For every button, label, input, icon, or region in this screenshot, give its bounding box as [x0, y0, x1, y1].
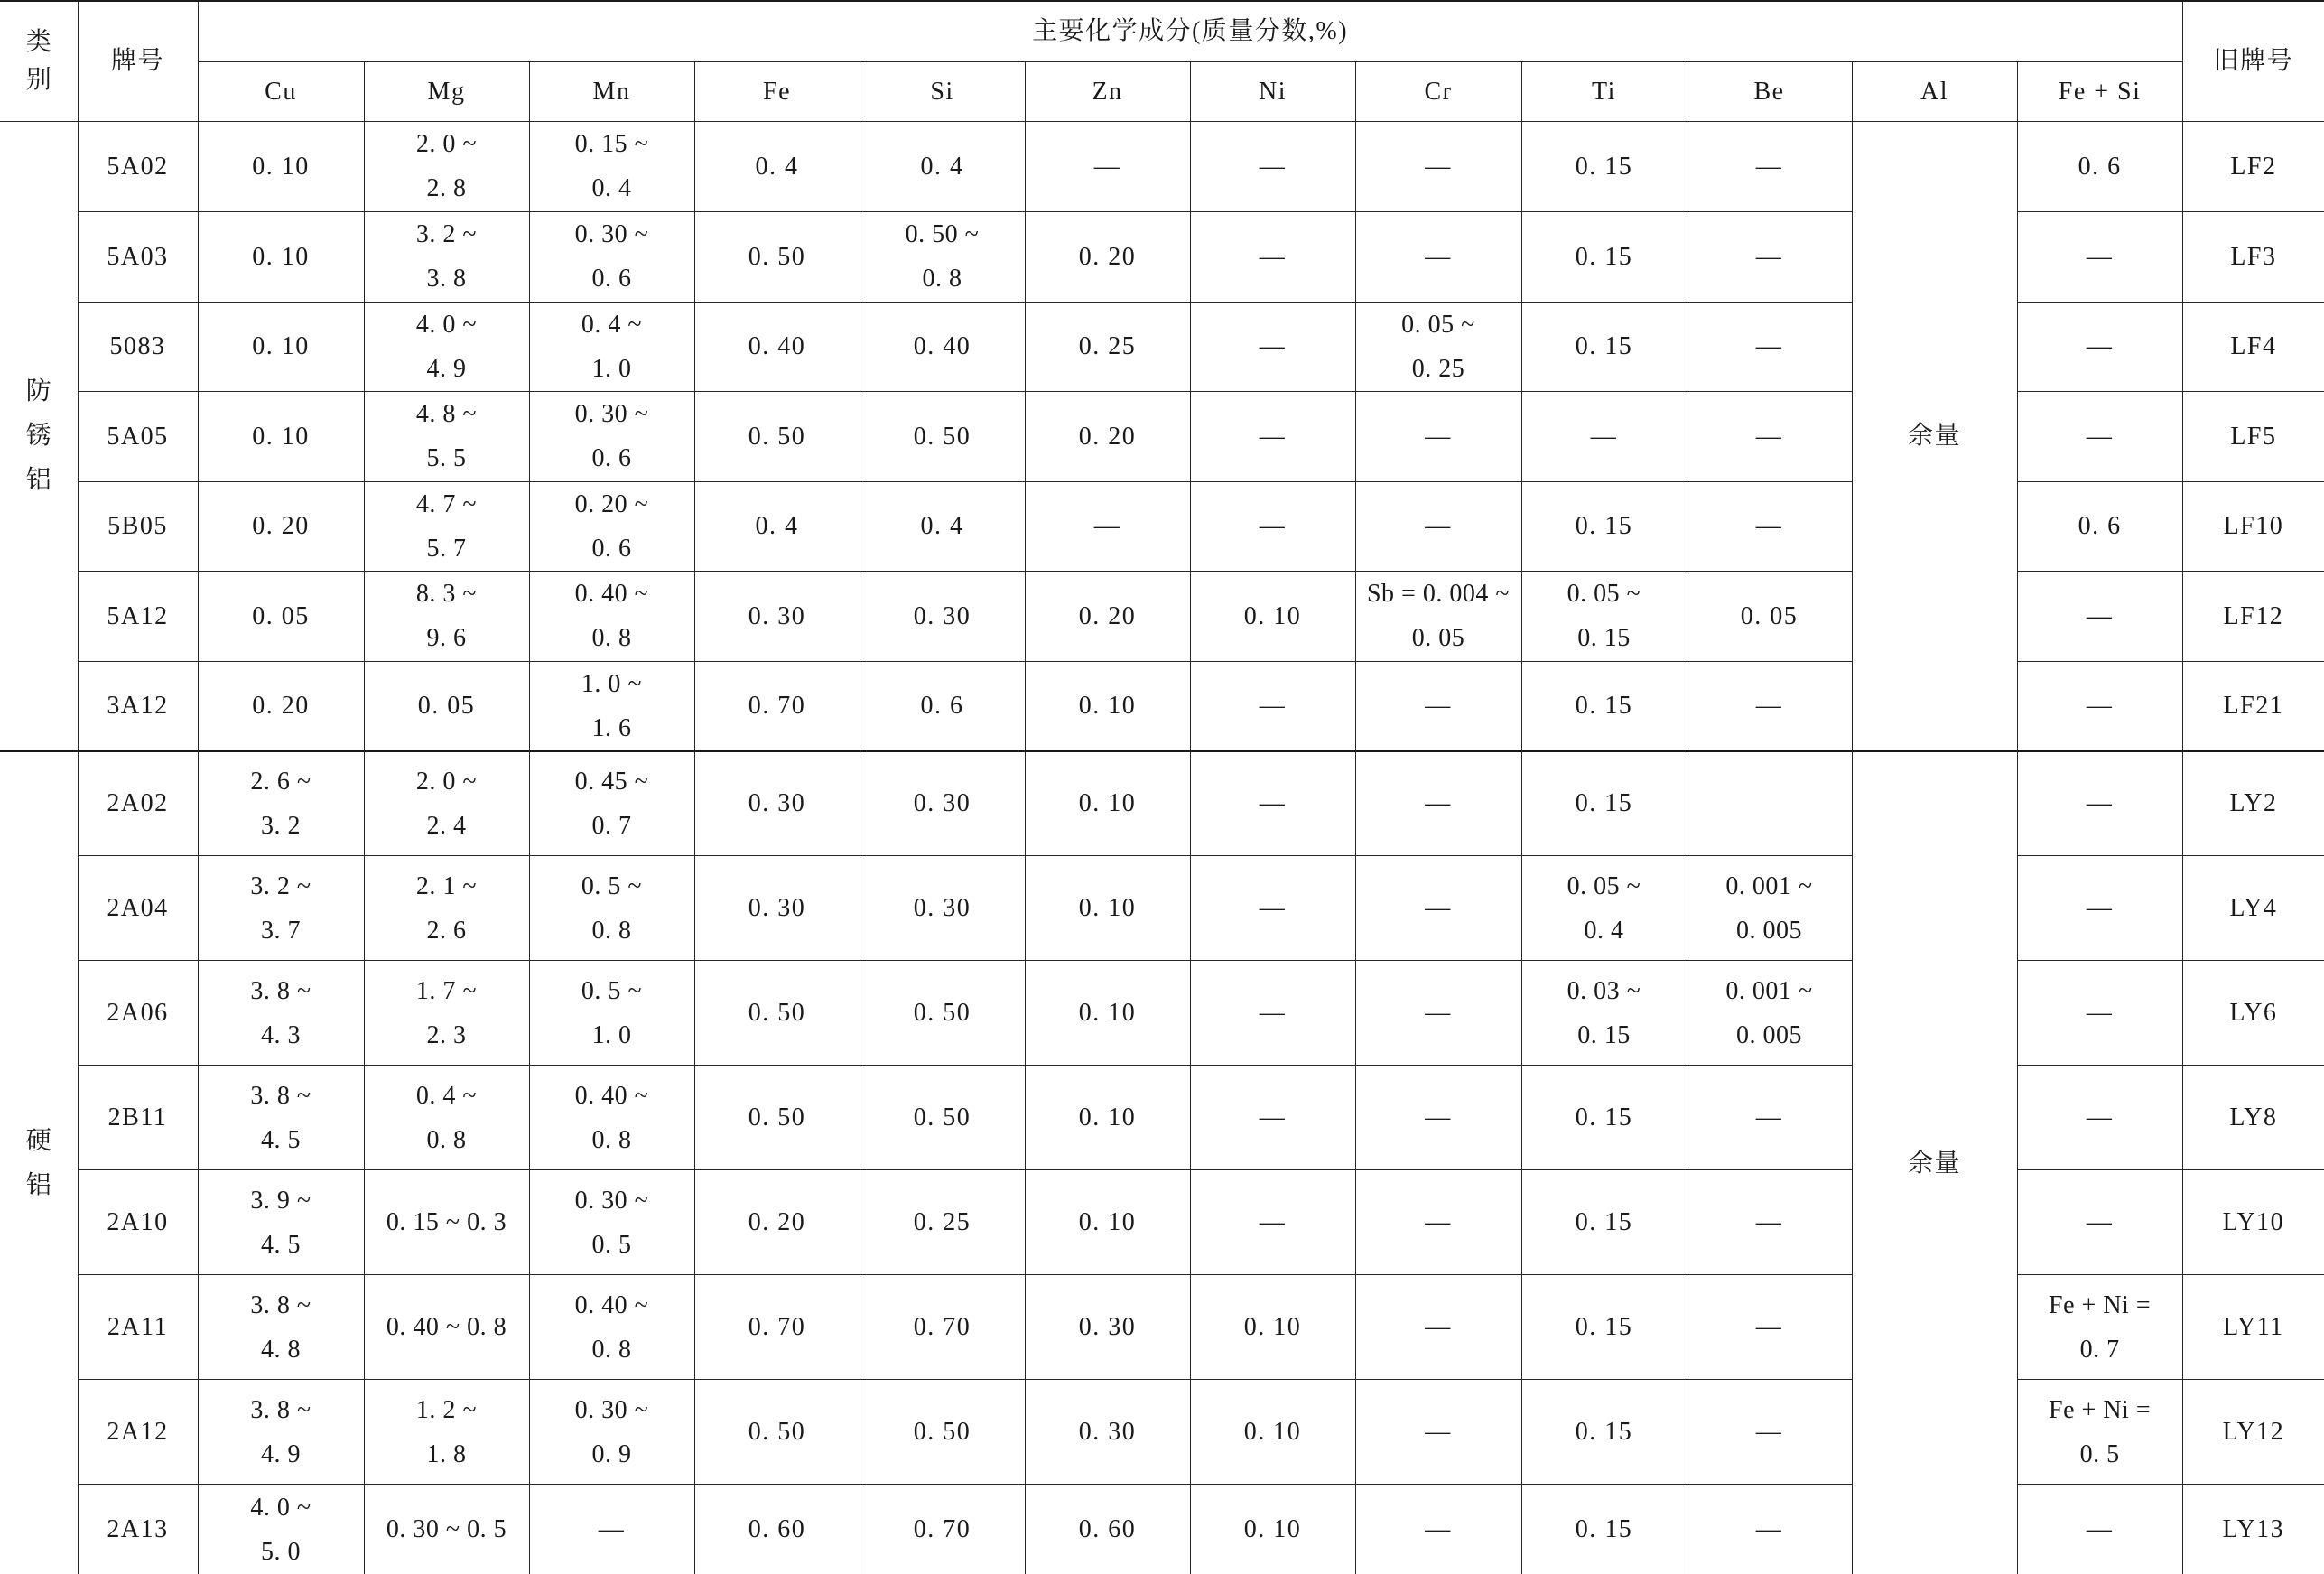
cell-fe-si: — [2017, 571, 2182, 661]
cell-fe-si: 0. 6 [2017, 121, 2182, 211]
cell-mn: 0. 15 ~ 0. 4 [529, 121, 694, 211]
cell-mg: 0. 40 ~ 0. 8 [364, 1275, 529, 1380]
cell-si: 0. 40 [860, 302, 1025, 391]
cell-mg: 8. 3 ~ 9. 6 [364, 571, 529, 661]
cell-fe: 0. 70 [694, 661, 860, 751]
cell-ti: 0. 15 [1521, 1380, 1687, 1485]
cell-fe: 0. 50 [694, 1380, 860, 1485]
cell-old-grade: LY2 [2182, 751, 2324, 856]
cell-be: — [1687, 1066, 1852, 1170]
cell-fe: 0. 40 [694, 302, 860, 391]
cell-grade: 3A12 [78, 661, 198, 751]
cell-be: 0. 05 [1687, 571, 1852, 661]
header-element-zn: Zn [1025, 61, 1190, 121]
cell-fe-si: — [2017, 1485, 2182, 1574]
cell-zn: — [1025, 481, 1190, 571]
cell-cr: — [1355, 1275, 1521, 1380]
cell-fe: 0. 50 [694, 211, 860, 302]
cell-fe: 0. 20 [694, 1170, 860, 1275]
cell-ti: 0. 03 ~ 0. 15 [1521, 961, 1687, 1066]
cell-fe-si: Fe + Ni = 0. 7 [2017, 1275, 2182, 1380]
cell-mn: 0. 45 ~ 0. 7 [529, 751, 694, 856]
cell-cr: — [1355, 211, 1521, 302]
cell-ni: — [1190, 302, 1355, 391]
cell-cu: 0. 20 [198, 481, 364, 571]
cell-ni: — [1190, 661, 1355, 751]
cell-fe-si: — [2017, 302, 2182, 391]
cell-zn: 0. 25 [1025, 302, 1190, 391]
cell-fe-si: Fe + Ni = 0. 5 [2017, 1380, 2182, 1485]
cell-grade: 5A03 [78, 211, 198, 302]
cell-si: 0. 50 [860, 961, 1025, 1066]
cell-ni: — [1190, 211, 1355, 302]
cell-fe-si: — [2017, 1170, 2182, 1275]
cell-fe-si: — [2017, 661, 2182, 751]
header-element-mg: Mg [364, 61, 529, 121]
cell-old-grade: LF4 [2182, 302, 2324, 391]
cell-si: 0. 30 [860, 571, 1025, 661]
cell-grade: 2A10 [78, 1170, 198, 1275]
cell-old-grade: LY10 [2182, 1170, 2324, 1275]
cell-mn: 0. 30 ~ 0. 9 [529, 1380, 694, 1485]
cell-grade: 2A12 [78, 1380, 198, 1485]
cell-ni: 0. 10 [1190, 571, 1355, 661]
cell-old-grade: LF21 [2182, 661, 2324, 751]
al-balance-cell: 余量 [1852, 751, 2017, 1574]
cell-zn: 0. 10 [1025, 661, 1190, 751]
cell-fe: 0. 30 [694, 856, 860, 961]
cell-cu: 0. 10 [198, 391, 364, 481]
cell-mn: 0. 40 ~ 0. 8 [529, 1066, 694, 1170]
cell-mn: 0. 40 ~ 0. 8 [529, 1275, 694, 1380]
cell-zn: 0. 20 [1025, 571, 1190, 661]
cell-old-grade: LY12 [2182, 1380, 2324, 1485]
cell-mn: 1. 0 ~ 1. 6 [529, 661, 694, 751]
cell-cu: 2. 6 ~ 3. 2 [198, 751, 364, 856]
cell-mn: 0. 30 ~ 0. 5 [529, 1170, 694, 1275]
cell-ni: — [1190, 751, 1355, 856]
header-element-mn: Mn [529, 61, 694, 121]
cell-be: — [1687, 1380, 1852, 1485]
cell-fe-si: — [2017, 961, 2182, 1066]
cell-cu: 3. 8 ~ 4. 9 [198, 1380, 364, 1485]
cell-mn: 0. 5 ~ 1. 0 [529, 961, 694, 1066]
cell-fe: 0. 50 [694, 391, 860, 481]
cell-ti: 0. 15 [1521, 1275, 1687, 1380]
cell-mg: 1. 2 ~ 1. 8 [364, 1380, 529, 1485]
cell-zn: 0. 20 [1025, 391, 1190, 481]
cell-old-grade: LY4 [2182, 856, 2324, 961]
header-element-fe: Fe [694, 61, 860, 121]
cell-be: — [1687, 302, 1852, 391]
cell-cr: — [1355, 961, 1521, 1066]
cell-grade: 5B05 [78, 481, 198, 571]
cell-mg: 1. 7 ~ 2. 3 [364, 961, 529, 1066]
cell-ni: 0. 10 [1190, 1485, 1355, 1574]
cell-be: — [1687, 121, 1852, 211]
cell-si: 0. 50 [860, 391, 1025, 481]
header-element-cr: Cr [1355, 61, 1521, 121]
cell-cu: 3. 2 ~ 3. 7 [198, 856, 364, 961]
cell-mg: 4. 8 ~ 5. 5 [364, 391, 529, 481]
cell-old-grade: LF3 [2182, 211, 2324, 302]
cell-si: 0. 25 [860, 1170, 1025, 1275]
cell-grade: 5A12 [78, 571, 198, 661]
cell-cu: 0. 10 [198, 302, 364, 391]
cell-grade: 2A11 [78, 1275, 198, 1380]
category-cell: 防 锈 铝 [0, 121, 78, 751]
cell-fe-si: — [2017, 211, 2182, 302]
cell-ti: 0. 15 [1521, 661, 1687, 751]
cell-si: 0. 50 [860, 1066, 1025, 1170]
header-element-cu: Cu [198, 61, 364, 121]
cell-cr: — [1355, 856, 1521, 961]
cell-mg: 0. 05 [364, 661, 529, 751]
cell-cu: 3. 8 ~ 4. 3 [198, 961, 364, 1066]
cell-ni: 0. 10 [1190, 1380, 1355, 1485]
cell-ni: — [1190, 1170, 1355, 1275]
cell-old-grade: LY11 [2182, 1275, 2324, 1380]
header-row [0, 1, 2324, 61]
cell-zn: 0. 60 [1025, 1485, 1190, 1574]
cell-zn: 0. 30 [1025, 1275, 1190, 1380]
cell-cu: 3. 8 ~ 4. 5 [198, 1066, 364, 1170]
cell-cr: — [1355, 481, 1521, 571]
cell-mn: — [529, 1485, 694, 1574]
cell-ti: 0. 05 ~ 0. 15 [1521, 571, 1687, 661]
cell-ti: 0. 15 [1521, 211, 1687, 302]
cell-mg: 0. 15 ~ 0. 3 [364, 1170, 529, 1275]
cell-cr: — [1355, 751, 1521, 856]
cell-mn: 0. 30 ~ 0. 6 [529, 391, 694, 481]
cell-fe: 0. 4 [694, 121, 860, 211]
cell-old-grade: LY8 [2182, 1066, 2324, 1170]
cell-si: 0. 30 [860, 856, 1025, 961]
cell-grade: 2A02 [78, 751, 198, 856]
header-old-grade: 旧牌号 [2182, 1, 2324, 121]
cell-ti: 0. 15 [1521, 1170, 1687, 1275]
cell-old-grade: LY6 [2182, 961, 2324, 1066]
header-element-si: Si [860, 61, 1025, 121]
cell-cr: — [1355, 661, 1521, 751]
cell-cr: — [1355, 1066, 1521, 1170]
cell-grade: 5083 [78, 302, 198, 391]
cell-cr: Sb = 0. 004 ~ 0. 05 [1355, 571, 1521, 661]
cell-zn: 0. 10 [1025, 1066, 1190, 1170]
cell-zn: 0. 10 [1025, 961, 1190, 1066]
cell-fe: 0. 70 [694, 1275, 860, 1380]
cell-old-grade: LF12 [2182, 571, 2324, 661]
cell-fe-si: — [2017, 856, 2182, 961]
cell-old-grade: LF5 [2182, 391, 2324, 481]
cell-fe: 0. 50 [694, 961, 860, 1066]
cell-cu: 0. 20 [198, 661, 364, 751]
cell-be: — [1687, 661, 1852, 751]
cell-cr: — [1355, 1380, 1521, 1485]
cell-si: 0. 4 [860, 121, 1025, 211]
header-element-be: Be [1687, 61, 1852, 121]
cell-ti: 0. 15 [1521, 302, 1687, 391]
cell-si: 0. 4 [860, 481, 1025, 571]
cell-fe-si: — [2017, 1066, 2182, 1170]
cell-be: — [1687, 391, 1852, 481]
cell-be: — [1687, 1275, 1852, 1380]
cell-old-grade: LF2 [2182, 121, 2324, 211]
cell-grade: 2A04 [78, 856, 198, 961]
cell-cr: 0. 05 ~ 0. 25 [1355, 302, 1521, 391]
cell-cu: 4. 0 ~ 5. 0 [198, 1485, 364, 1574]
cell-zn: — [1025, 121, 1190, 211]
cell-mn: 0. 30 ~ 0. 6 [529, 211, 694, 302]
cell-si: 0. 50 [860, 1380, 1025, 1485]
cell-mg: 0. 4 ~ 0. 8 [364, 1066, 529, 1170]
cell-mg: 4. 7 ~ 5. 7 [364, 481, 529, 571]
cell-si: 0. 30 [860, 751, 1025, 856]
cell-cu: 3. 8 ~ 4. 8 [198, 1275, 364, 1380]
cell-zn: 0. 10 [1025, 1170, 1190, 1275]
header-element-ti: Ti [1521, 61, 1687, 121]
cell-mg: 4. 0 ~ 4. 9 [364, 302, 529, 391]
cell-mn: 0. 40 ~ 0. 8 [529, 571, 694, 661]
cell-mn: 0. 20 ~ 0. 6 [529, 481, 694, 571]
cell-old-grade: LF10 [2182, 481, 2324, 571]
cell-mn: 0. 5 ~ 0. 8 [529, 856, 694, 961]
table-row [0, 751, 2324, 856]
cell-fe: 0. 30 [694, 571, 860, 661]
cell-ti: 0. 05 ~ 0. 4 [1521, 856, 1687, 961]
cell-mg: 0. 30 ~ 0. 5 [364, 1485, 529, 1574]
cell-si: 0. 70 [860, 1275, 1025, 1380]
cell-ti: 0. 15 [1521, 751, 1687, 856]
header-element-al: Al [1852, 61, 2017, 121]
cell-zn: 0. 30 [1025, 1380, 1190, 1485]
cell-be: — [1687, 481, 1852, 571]
cell-old-grade: LY13 [2182, 1485, 2324, 1574]
cell-mg: 3. 2 ~ 3. 8 [364, 211, 529, 302]
cell-ti: 0. 15 [1521, 121, 1687, 211]
cell-ni: — [1190, 391, 1355, 481]
cell-cu: 0. 10 [198, 121, 364, 211]
cell-cu: 0. 05 [198, 571, 364, 661]
header-row [0, 61, 2324, 121]
cell-be: — [1687, 211, 1852, 302]
al-balance-cell: 余量 [1852, 121, 2017, 751]
cell-ni: — [1190, 1066, 1355, 1170]
cell-fe: 0. 4 [694, 481, 860, 571]
cell-mg: 2. 1 ~ 2. 6 [364, 856, 529, 961]
cell-mg: 2. 0 ~ 2. 4 [364, 751, 529, 856]
cell-cr: — [1355, 1170, 1521, 1275]
cell-cr: — [1355, 121, 1521, 211]
cell-ni: 0. 10 [1190, 1275, 1355, 1380]
cell-fe: 0. 50 [694, 1066, 860, 1170]
cell-be [1687, 751, 1852, 856]
cell-fe-si: — [2017, 751, 2182, 856]
cell-si: 0. 50 ~ 0. 8 [860, 211, 1025, 302]
cell-zn: 0. 20 [1025, 211, 1190, 302]
cell-ti: 0. 15 [1521, 1485, 1687, 1574]
header-element-ni: Ni [1190, 61, 1355, 121]
cell-be: 0. 001 ~ 0. 005 [1687, 961, 1852, 1066]
cell-ti: — [1521, 391, 1687, 481]
cell-mg: 2. 0 ~ 2. 8 [364, 121, 529, 211]
cell-be: — [1687, 1170, 1852, 1275]
cell-cu: 3. 9 ~ 4. 5 [198, 1170, 364, 1275]
cell-ti: 0. 15 [1521, 1066, 1687, 1170]
cell-cu: 0. 10 [198, 211, 364, 302]
cell-be: 0. 001 ~ 0. 005 [1687, 856, 1852, 961]
cell-ni: — [1190, 481, 1355, 571]
table-row [0, 121, 2324, 211]
cell-si: 0. 6 [860, 661, 1025, 751]
cell-zn: 0. 10 [1025, 751, 1190, 856]
cell-fe: 0. 60 [694, 1485, 860, 1574]
cell-ni: — [1190, 961, 1355, 1066]
cell-ni: — [1190, 121, 1355, 211]
cell-ti: 0. 15 [1521, 481, 1687, 571]
cell-grade: 2B11 [78, 1066, 198, 1170]
cell-cr: — [1355, 1485, 1521, 1574]
cell-si: 0. 70 [860, 1485, 1025, 1574]
cell-cr: — [1355, 391, 1521, 481]
cell-grade: 5A02 [78, 121, 198, 211]
cell-grade: 5A05 [78, 391, 198, 481]
cell-grade: 2A06 [78, 961, 198, 1066]
header-category: 类 别 [0, 1, 78, 121]
cell-be: — [1687, 1485, 1852, 1574]
header-grade: 牌号 [78, 1, 198, 121]
cell-mn: 0. 4 ~ 1. 0 [529, 302, 694, 391]
header-element-fe-si: Fe + Si [2017, 61, 2182, 121]
category-cell: 硬 铝 [0, 751, 78, 1574]
cell-fe: 0. 30 [694, 751, 860, 856]
cell-fe-si: 0. 6 [2017, 481, 2182, 571]
cell-ni: — [1190, 856, 1355, 961]
header-composition: 主要化学成分(质量分数,%) [198, 1, 2182, 61]
cell-zn: 0. 10 [1025, 856, 1190, 961]
cell-fe-si: — [2017, 391, 2182, 481]
cell-grade: 2A13 [78, 1485, 198, 1574]
